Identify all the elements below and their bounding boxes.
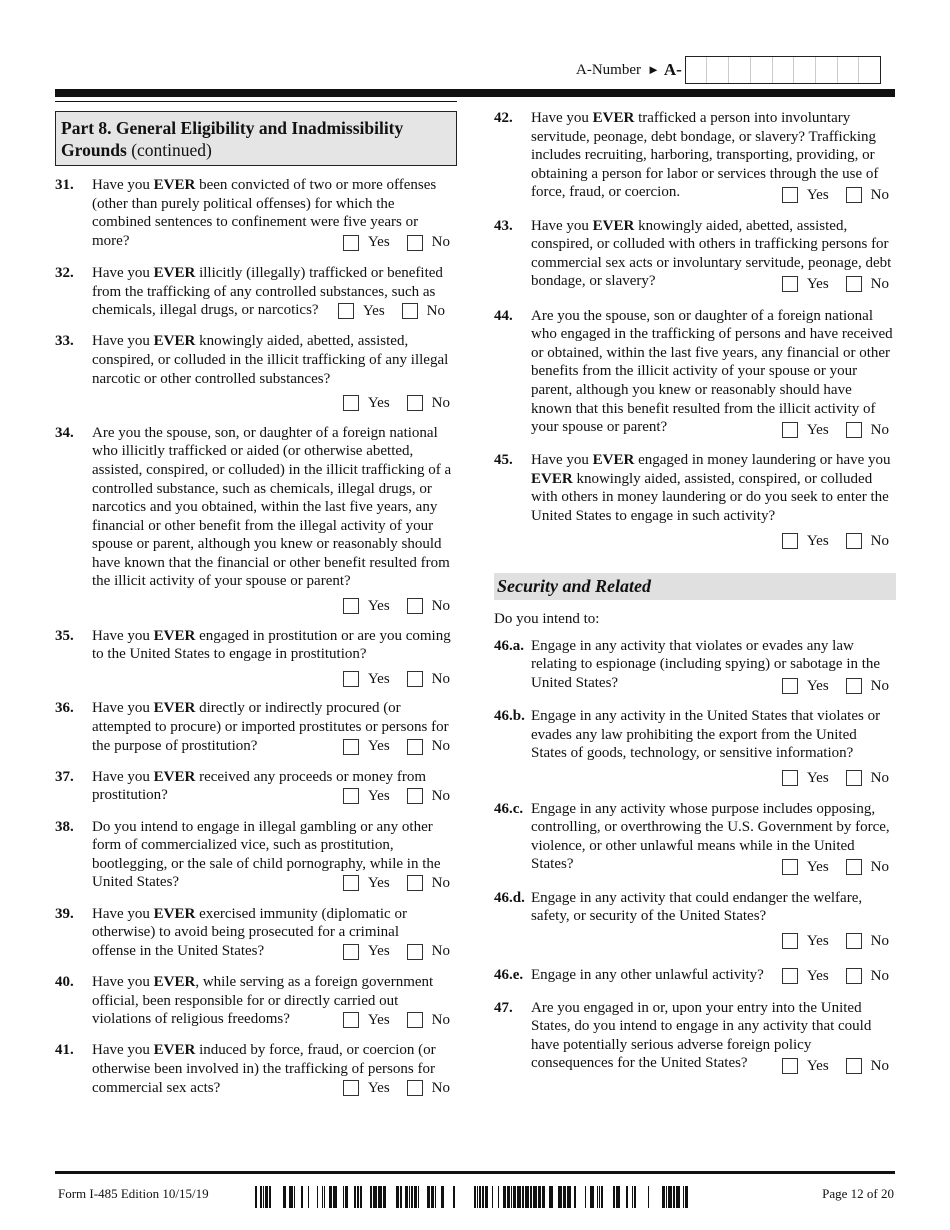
barcode-bar [301,1186,303,1208]
question-46a: 46.a. Engage in any activity that violates or evades any law relating to espionage (including spying) or sabotage in the United States? Yes No [494,637,896,695]
barcode-bar [343,1186,344,1208]
barcode-bar [265,1186,268,1208]
barcode-bar [260,1186,262,1208]
barcode-bar [668,1186,672,1208]
barcode-bar [378,1186,382,1208]
no-checkbox[interactable] [407,1080,423,1096]
barcode-bar [289,1186,293,1208]
barcode-icon [255,1186,688,1208]
part-8-heading: Part 8. General Eligibility and Inadmissibility Grounds (continued) [55,111,457,166]
question-text: Are you the spouse, son, or daughter of a foreign national who illicitly trafficked or aided (or otherwise abetted, assisted, conspired, or colluded) in the illicit trafficking of a controlled substance, such as chemicals, illegal drugs, or narcotics and you obtained, within the last five years, any financial or other benefit from the illegal activity of your spouse or parent, although you knew or reasonably should have known that the financial or other benefit resulted from the illicit activity of your spouse or parent? [92,424,452,590]
yes-no-options: Yes No [782,677,889,696]
barcode-bar [427,1186,430,1208]
no-checkbox[interactable] [407,395,423,411]
question-text: Have you EVER exercised immunity (diplomatic or otherwise) to avoid being prosecuted for a criminal offense in the United States? Yes No [92,905,450,960]
question-text: Are you engaged in or, upon your entry into the United States, do you intend to engage in any activity that could have potentially serious adverse foreign policy consequences for the United States? Yes No [531,999,889,1074]
yes-checkbox[interactable] [782,533,798,549]
barcode-bar [549,1186,553,1208]
barcode-bar [517,1186,521,1208]
question-43: 43. Have you EVER knowingly aided, abetted, assisted, conspired, or colluded with others in trafficking persons for commercial sex acts or involuntary servitude, peonage, debt bondage, or slavery? Yes No [494,217,896,294]
yes-checkbox[interactable] [343,1012,359,1028]
barcode-bar [513,1186,516,1208]
question-text: Engage in any activity in the United States that violates or evades any law prohibiting the export from the United States of goods, technology, or sensitive information? Yes No [531,708,889,786]
a-number-input[interactable] [685,56,881,84]
barcode-bar [525,1186,529,1208]
question-46c: 46.c. Engage in any activity whose purpose includes opposing, controlling, or overthrowing the U.S. Government by force, violence, or other unlawful means while in the United States? Yes No [494,800,896,877]
question-text: Have you EVER been convicted of two or more offenses (other than purely political offenses) for which the combined sentences to confinement were five years or more? Yes No [92,177,450,251]
no-checkbox[interactable] [407,598,423,614]
barcode-bar [634,1186,636,1208]
barcode-bar [507,1186,510,1208]
barcode-bar [511,1186,512,1208]
yes-no-options-34: Yes No [343,597,450,616]
no-checkbox[interactable] [846,678,862,694]
yes-checkbox[interactable] [343,1080,359,1096]
barcode-bar [414,1186,417,1208]
question-37: 37. Have you EVER received any proceeds or money from prostitution? Yes No [55,768,457,806]
yes-no-options: Yes No [782,967,889,986]
yes-no-options: Yes No [782,932,889,951]
security-related-heading: Security and Related [494,573,896,600]
barcode-bar [357,1186,359,1208]
barcode-bar [632,1186,633,1208]
yes-checkbox[interactable] [343,598,359,614]
left-column [55,100,457,1098]
question-39: 39. Have you EVER exercised immunity (diplomatic or otherwise) to avoid being prosecuted for a criminal offense in the United States? Yes No [55,905,457,961]
page-number: Page 12 of 20 [822,1186,894,1201]
barcode-bar [530,1186,532,1208]
question-text: Have you EVER engaged in prostitution or are you coming to the United States to engage in prostitution? [92,627,451,663]
yes-checkbox[interactable] [782,1058,798,1074]
yes-no-options: Yes No [343,737,450,756]
yes-checkbox[interactable] [782,187,798,203]
question-text: Engage in any other unlawful activity? Yes No [531,967,889,984]
barcode-bar [400,1186,402,1208]
yes-no-options: Yes No [343,1011,450,1030]
header-rule [55,89,895,97]
no-checkbox[interactable] [846,933,862,949]
question-46b: 46.b. Engage in any activity in the United States that violates or evades any law prohibiting the export from the United States of goods, technology, or sensitive information? Yes No [494,707,896,787]
no-checkbox[interactable] [407,739,423,755]
question-text: Have you EVER trafficked a person into involuntary servitude, peonage, debt bondage, or slavery? Trafficking includes recruiting, harboring, transporting, providing, or obtaining a person for labor or services through the use of force, fraud, or coercion. Yes No [531,110,889,203]
no-checkbox[interactable] [846,968,862,984]
yes-no-options: Yes No [338,302,445,321]
yes-no-options: Yes No [782,275,889,294]
question-45: 45. Have you EVER engaged in money laundering or have you EVER knowingly aided, assisted, conspired, or colluded with others in money laundering or do you seek to enter the United States to engage in such activity? [494,451,896,525]
barcode-bar [431,1186,434,1208]
no-checkbox[interactable] [407,788,423,804]
barcode-bar [492,1186,493,1208]
question-46d: 46.d. Engage in any activity that could endanger the welfare, safety, or security of the United States? Yes No [494,889,896,951]
no-checkbox[interactable] [407,944,423,960]
barcode-bar [329,1186,332,1208]
barcode-bar [485,1186,488,1208]
no-checkbox[interactable] [846,533,862,549]
right-column [494,100,896,1076]
barcode-bar [354,1186,356,1208]
yes-no-options: Yes No [782,1057,889,1076]
barcode-bar [370,1186,372,1208]
barcode-bar [283,1186,286,1208]
barcode-bar [533,1186,537,1208]
yes-no-options: Yes No [343,874,450,893]
yes-checkbox[interactable] [343,671,359,687]
question-text: Have you EVER illicitly (illegally) trafficked or benefited from the trafficking of any controlled substances, such as chemicals, illegal drugs, or narcotics? Yes No [92,264,445,319]
yes-no-options-45: Yes No [782,532,889,551]
no-checkbox[interactable] [846,859,862,875]
barcode-bar [405,1186,408,1208]
yes-no-options: Yes No [343,1079,450,1098]
yes-no-options: Yes No [343,233,450,252]
barcode-bar [538,1186,541,1208]
barcode-bar [590,1186,594,1208]
question-text: Have you EVER received any proceeds or money from prostitution? Yes No [92,768,450,804]
yes-checkbox[interactable] [343,944,359,960]
barcode-bar [409,1186,410,1208]
barcode-bar [574,1186,576,1208]
barcode-bar [383,1186,386,1208]
barcode-bar [503,1186,506,1208]
barcode-bar [662,1186,665,1208]
yes-checkbox[interactable] [343,739,359,755]
barcode-bar [418,1186,419,1208]
yes-no-options: Yes No [782,421,889,440]
barcode-bar [613,1186,615,1208]
yes-no-options: Yes No [782,769,889,788]
barcode-bar [255,1186,257,1208]
footer-rule [55,1171,895,1174]
question-35: 35. Have you EVER engaged in prostitution or are you coming to the United States to engage in prostitution? [55,627,457,664]
arrow-right-icon: ► [646,61,660,77]
barcode-bar [567,1186,571,1208]
barcode-bar [360,1186,362,1208]
no-checkbox[interactable] [846,276,862,292]
question-text: Have you EVER, while serving as a foreign government official, been responsible for or directly carried out violations of religious freedoms? Yes No [92,973,450,1028]
question-text: Do you intend to engage in illegal gambling or any other form of commercialized vice, such as prostitution, bootlegging, or the sale of child pornography, while in the United States? Yes No [92,818,450,891]
question-40: 40. Have you EVER, while serving as a foreign government official, been responsible for or directly carried out violations of religious freedoms? Yes No [55,973,457,1029]
barcode-bar [683,1186,684,1208]
no-checkbox[interactable] [846,187,862,203]
question-text: Have you EVER engaged in money laundering or have you EVER knowingly aided, assisted, conspired, or colluded with others in money laundering or do you seek to enter the United States to engage in such activity? [531,452,891,525]
barcode-bar [685,1186,688,1208]
yes-checkbox[interactable] [782,422,798,438]
question-text: Engage in any activity whose purpose includes opposing, controlling, or overthrowing the U.S. Government by force, violence, or other unlawful means while in the United States? Yes No [531,800,890,875]
question-31: 31. Have you EVER been convicted of two or more offenses (other than purely political offenses) for which the combined sentences to confinement were five years or more? Yes No [55,176,457,252]
barcode-bar [563,1186,566,1208]
barcode-bar [333,1186,337,1208]
question-32: 32. Have you EVER illicitly (illegally) trafficked or benefited from the trafficking of any controlled substances, such as chemicals, illegal drugs, or narcotics? Yes No [55,264,457,320]
no-checkbox[interactable] [846,770,862,786]
a-number-label: A-Number [576,61,641,78]
question-42: 42. Have you EVER trafficked a person into involuntary servitude, peonage, debt bondage, or slavery? Trafficking includes recruiting, harboring, transporting, providing, or obtaining a person for labor or services through the use of force, fraud, or coercion. Yes No [494,109,896,205]
yes-checkbox[interactable] [338,303,354,319]
barcode-bar [542,1186,545,1208]
no-checkbox[interactable] [407,235,423,251]
no-checkbox[interactable] [846,1058,862,1074]
a-number-prefix: A- [663,59,682,79]
barcode-bar [441,1186,444,1208]
form-edition: Form I-485 Edition 10/15/19 [58,1186,209,1201]
question-47: 47. Are you engaged in or, upon your entry into the United States, do you intend to engage in any activity that could have potentially serious adverse foreign policy consequences for the United States? Yes No [494,999,896,1076]
barcode-bar [411,1186,413,1208]
yes-no-options: Yes No [782,186,889,205]
question-33: 33. Have you EVER knowingly aided, abetted, assisted, conspired, or colluded in the illicit trafficking of any illegal narcotic or other controlled substances? Yes No [55,332,457,412]
question-44: 44. Are you the spouse, son or daughter of a foreign national who engaged in the trafficking of persons and have received or obtained, within the last five years, any financial or other benefits from the illicit activity of your spouse or your parent, although you knew or reasonably should have known that this benefit resulted from the illicit activity of your spouse or parent? Yes No [494,307,896,440]
barcode-bar [601,1186,603,1208]
barcode-bar [522,1186,524,1208]
question-text: Engage in any activity that violates or evades any law relating to espionage (including spying) or sabotage in the United States? Yes No [531,637,889,694]
barcode-bar [324,1186,325,1208]
barcode-bar [648,1186,649,1208]
barcode-bar [585,1186,586,1208]
yes-checkbox[interactable] [343,788,359,804]
barcode-bar [435,1186,436,1208]
yes-checkbox[interactable] [782,678,798,694]
barcode-bar [477,1186,478,1208]
barcode-bar [599,1186,600,1208]
yes-checkbox[interactable] [782,933,798,949]
barcode-bar [558,1186,562,1208]
yes-checkbox[interactable] [782,968,798,984]
barcode-bar [317,1186,318,1208]
barcode-bar [479,1186,481,1208]
yes-no-options-35: Yes No [343,670,450,689]
question-text: Have you EVER directly or indirectly procured (or attempted to procure) or imported prostitutes or persons for the purpose of prostitution? Yes No [92,700,450,755]
barcode-bar [626,1186,628,1208]
question-36: 36. Have you EVER directly or indirectly procured (or attempted to procure) or imported prostitutes or persons for the purpose of prostitution? Yes No [55,699,457,755]
question-34: 34. Are you the spouse, son, or daughter of a foreign national who illicitly trafficked or aided (or otherwise abetted, assisted, conspired, or colluded) in the illicit trafficking of a controlled substance, such as chemicals, illegal drugs, or narcotics and you obtained, within the last five years, any financial or other benefit from the illegal activity of your spouse or parent, although you knew or reasonably should have known that the financial or other benefit resulted from the illicit activity of your spouse or parent? [55,424,457,591]
question-text: Engage in any activity that could endanger the welfare, safety, or security of the United States? Yes No [531,889,889,949]
question-text: Are you the spouse, son or daughter of a foreign national who engaged in the trafficking of persons and have received or obtained, within the last five years, any financial or other benefits from the illicit activity of your spouse or your parent, although you knew or reasonably should have known that this benefit resulted from the illicit activity of your spouse or parent? Yes No [531,307,893,438]
barcode-bar [269,1186,271,1208]
yes-checkbox[interactable] [343,235,359,251]
yes-checkbox[interactable] [343,395,359,411]
barcode-bar [308,1186,309,1208]
yes-no-options: Yes No [782,858,889,877]
question-38: 38. Do you intend to engage in illegal gambling or any other form of commercialized vice, such as prostitution, bootlegging, or the sale of child pornography, while in the United States? Yes No [55,818,457,893]
barcode-bar [396,1186,399,1208]
question-text: Have you EVER induced by force, fraud, or coercion (or otherwise been involved in) the trafficking of persons for commercial sex acts? Yes No [92,1042,450,1097]
no-checkbox[interactable] [846,422,862,438]
yes-checkbox[interactable] [782,770,798,786]
question-text: Have you EVER knowingly aided, abetted, assisted, conspired, or colluded in the illicit trafficking of any illegal narcotic or other controlled substances? Yes No [92,333,450,412]
no-checkbox[interactable] [407,671,423,687]
barcode-bar [373,1186,377,1208]
barcode-bar [666,1186,667,1208]
yes-checkbox[interactable] [343,875,359,891]
yes-checkbox[interactable] [782,276,798,292]
yes-no-options: Yes No [343,787,450,806]
barcode-bar [474,1186,476,1208]
question-46e: 46.e. Engage in any other unlawful activity? Yes No [494,966,896,985]
barcode-bar [263,1186,264,1208]
yes-no-options: Yes No [343,394,450,413]
no-checkbox[interactable] [407,1012,423,1028]
intent-intro: Do you intend to: [494,611,600,628]
question-text: Have you EVER knowingly aided, abetted, assisted, conspired, or colluded with others in trafficking persons for commercial sex acts or involuntary servitude, peonage, debt bondage, or slavery? Yes No [531,217,892,292]
barcode-bar [676,1186,680,1208]
barcode-bar [322,1186,323,1208]
barcode-bar [453,1186,455,1208]
yes-no-options: Yes No [343,942,450,961]
yes-checkbox[interactable] [782,859,798,875]
barcode-bar [673,1186,675,1208]
barcode-bar [482,1186,484,1208]
no-checkbox[interactable] [402,303,418,319]
barcode-bar [345,1186,348,1208]
barcode-bar [597,1186,598,1208]
question-41: 41. Have you EVER induced by force, fraud, or coercion (or otherwise been involved in) the trafficking of persons for commercial sex acts? Yes No [55,1041,457,1097]
no-checkbox[interactable] [407,875,423,891]
a-number-field-group [576,55,881,85]
barcode-bar [616,1186,620,1208]
barcode-bar [498,1186,499,1208]
barcode-bar [294,1186,295,1208]
